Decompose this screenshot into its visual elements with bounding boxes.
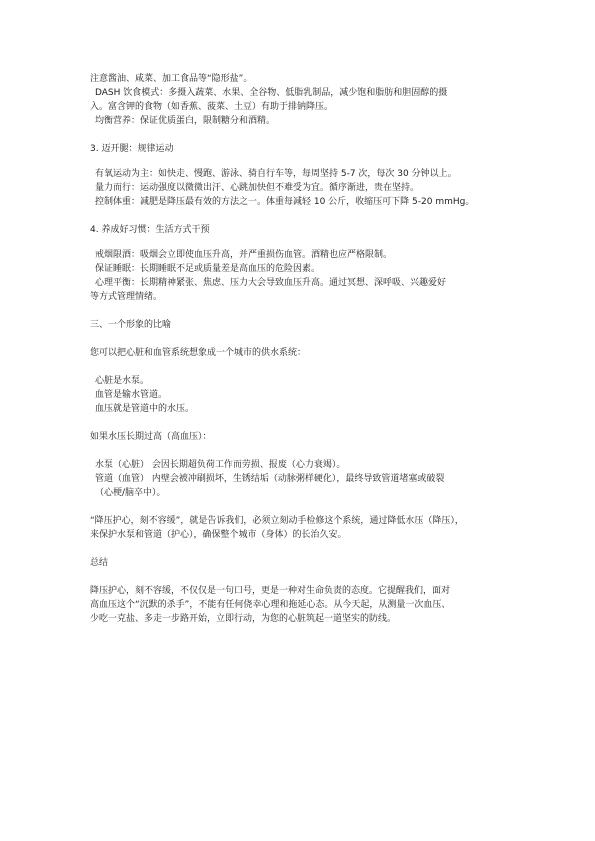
salt-note: 注意酱油、咸菜、加工食品等“隐形盐”。 [90,74,253,84]
section-3-heading: 3. 迈开腿：规律运动 [90,144,174,154]
list-item: 心脏是水泵。 [95,376,150,386]
weight-control: 控制体重：减肥是降压最有效的方法之一。体重每减轻 10 公斤，收缩压可下降 5-20 mmHg。 [95,197,475,207]
analogy-intro: 您可以把心脏和血管系统想象成一个城市的供水系统： [90,348,307,358]
moderate-exercise: 量力而行：运动强度以微微出汗、心跳加快但不难受为宜。循序渐进，贵在坚持。 [95,183,420,193]
balanced-nutrition: 均衡营养：保证优质蛋白，限制糖分和酒精。 [95,116,276,126]
analogy-conclusion-line-1: “降压护心，刻不容缓”，就是告诉我们，必须立刻动手检修这个系统，通过降低水压（降压）， [90,516,464,526]
list-item: 血压就是管道中的水压。 [95,404,195,414]
section-analogy-heading: 三、一个形象的比喻 [90,320,172,330]
list-item: 血管是输水管道。 [95,390,168,400]
analogy-conclusion-line-2: 来保护水泵和管道（护心），确保整个城市（身体）的长治久安。 [90,530,347,540]
pipe-damage-line-2: （心梗/脑卒中）。 [95,488,166,498]
section-4-heading: 4. 养成好习惯：生活方式干预 [90,225,210,235]
sleep: 保证睡眠：长期睡眠不足或质量差是高血压的危险因素。 [95,264,321,274]
mental-balance-line-1: 心理平衡：长期精神紧张、焦虑、压力大会导致血压升高。通过冥想、深呼吸、兴趣爱好 [95,278,447,288]
aerobic-exercise: 有氧运动为主：如快走、慢跑、游泳、骑自行车等，每周坚持 5-7 次，每次 30 分钟以上。 [95,169,457,179]
summary-line-2: 高血压这个“沉默的杀手”，不能有任何侥幸心理和拖延心态。从今天起，从测量一次血压、 [90,600,451,610]
summary-line-1: 降压护心，刻不容缓，不仅仅是一句口号，更是一种对生命负责的态度。它提醒我们，面对 [90,586,451,596]
pipe-damage-line-1: 管道（血管） 内壁会被冲刷损坏，生锈结垢（动脉粥样硬化），最终导致管道堵塞或破裂 [95,474,445,484]
pump-damage: 水泵（心脏） 会因长期超负荷工作而劳损、报废（心力衰竭）。 [95,460,346,470]
mental-balance-line-2: 等方式管理情绪。 [90,292,163,302]
dash-diet-line-2: 入。富含钾的食物（如香蕉、菠菜、土豆）有助于排钠降压。 [90,102,334,112]
summary-heading: 总结 [90,558,109,568]
dash-diet-line-1: DASH 饮食模式：多摄入蔬菜、水果、全谷物、低脂乳制品，减少饱和脂肪和胆固醇的摄 [95,88,448,98]
summary-line-3: 少吃一克盐、多走一步路开始，立即行动，为您的心脏筑起一道坚实的防线。 [90,614,397,624]
document-page [90,72,510,626]
high-pressure-intro: 如果水压长期过高（高血压）： [90,432,212,442]
quit-smoking: 戒烟限酒：吸烟会立即使血压升高，并严重损伤血管。酒精也应严格限制。 [95,250,393,260]
